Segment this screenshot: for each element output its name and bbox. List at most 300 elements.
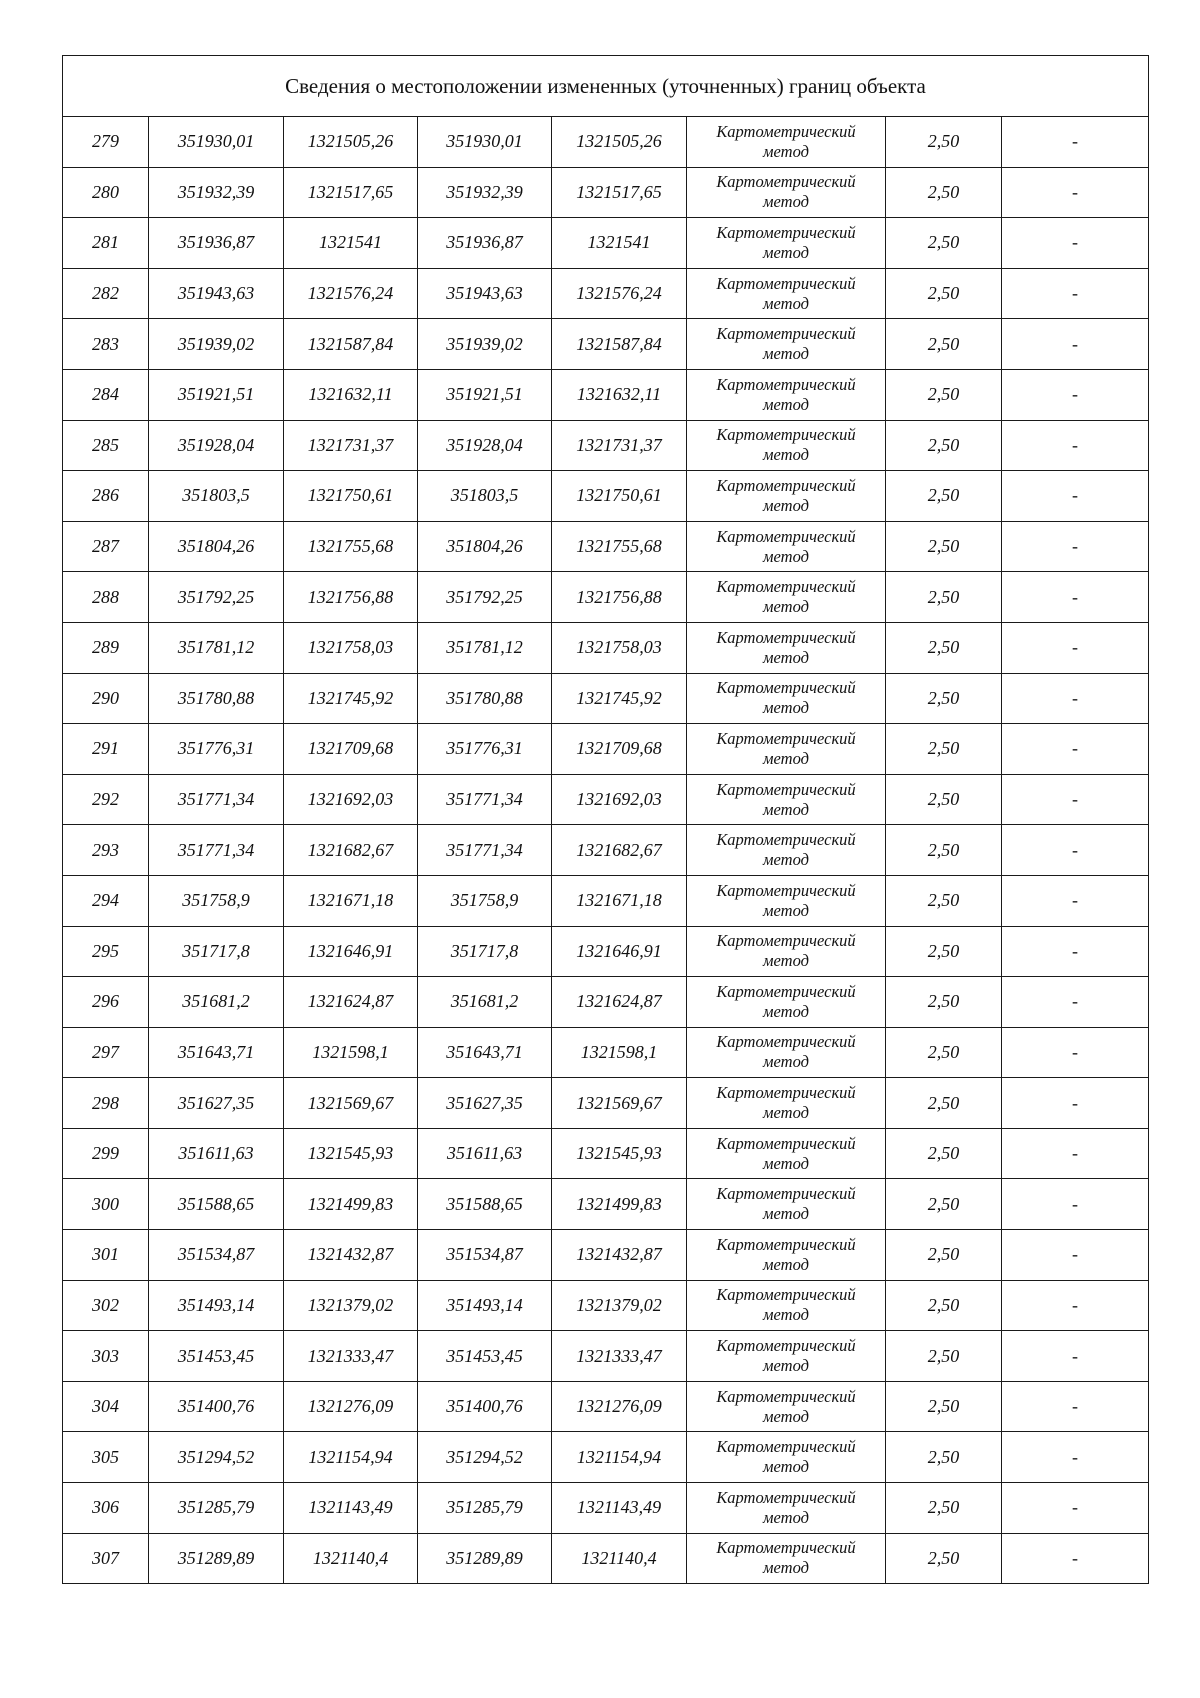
existing-x-cell: 351289,89 xyxy=(149,1533,284,1584)
table-row xyxy=(63,420,1149,471)
method-line: Картометрический xyxy=(716,374,856,394)
method-cell xyxy=(687,1533,886,1584)
method-line: метод xyxy=(763,698,809,718)
table-row xyxy=(63,471,1149,522)
method-cell xyxy=(687,724,886,775)
existing-x-cell: 351930,01 xyxy=(149,117,284,168)
existing-x-cell: 351928,04 xyxy=(149,420,284,471)
existing-x-cell: 351588,65 xyxy=(149,1179,284,1230)
accuracy-cell: 2,50 xyxy=(886,369,1002,420)
point-number-cell: 281 xyxy=(63,218,149,269)
method-line: метод xyxy=(763,1001,809,1021)
method-line: метод xyxy=(763,748,809,768)
table-row xyxy=(63,977,1149,1028)
note-cell: - xyxy=(1002,1179,1149,1230)
note-cell: - xyxy=(1002,1128,1149,1179)
accuracy-cell: 2,50 xyxy=(886,1230,1002,1281)
boundary-coordinates-table xyxy=(62,55,1149,1584)
method-line: Картометрический xyxy=(716,981,856,1001)
method-cell xyxy=(687,268,886,319)
point-number-cell: 300 xyxy=(63,1179,149,1230)
method-line: метод xyxy=(763,141,809,161)
existing-y-cell: 1321624,87 xyxy=(284,977,418,1028)
method-cell xyxy=(687,117,886,168)
refined-x-cell: 351803,5 xyxy=(418,471,552,522)
note-cell: - xyxy=(1002,369,1149,420)
note-cell: - xyxy=(1002,1280,1149,1331)
note-cell: - xyxy=(1002,167,1149,218)
existing-x-cell: 351534,87 xyxy=(149,1230,284,1281)
note-cell: - xyxy=(1002,977,1149,1028)
existing-y-cell: 1321682,67 xyxy=(284,825,418,876)
existing-x-cell: 351781,12 xyxy=(149,622,284,673)
existing-x-cell: 351400,76 xyxy=(149,1381,284,1432)
refined-x-cell: 351939,02 xyxy=(418,319,552,370)
refined-y-cell: 1321692,03 xyxy=(552,774,687,825)
refined-x-cell: 351780,88 xyxy=(418,673,552,724)
note-cell: - xyxy=(1002,218,1149,269)
point-number-cell: 301 xyxy=(63,1230,149,1281)
existing-x-cell: 351294,52 xyxy=(149,1432,284,1483)
existing-y-cell: 1321692,03 xyxy=(284,774,418,825)
method-line: Картометрический xyxy=(716,1234,856,1254)
point-number-cell: 299 xyxy=(63,1128,149,1179)
method-line: метод xyxy=(763,1153,809,1173)
point-number-cell: 280 xyxy=(63,167,149,218)
method-line: Картометрический xyxy=(716,779,856,799)
method-line: метод xyxy=(763,647,809,667)
refined-x-cell: 351453,45 xyxy=(418,1331,552,1382)
existing-x-cell: 351611,63 xyxy=(149,1128,284,1179)
method-cell xyxy=(687,471,886,522)
method-line: Картометрический xyxy=(716,324,856,344)
existing-x-cell: 351776,31 xyxy=(149,724,284,775)
refined-x-cell: 351932,39 xyxy=(418,167,552,218)
table-row xyxy=(63,521,1149,572)
existing-x-cell: 351921,51 xyxy=(149,369,284,420)
method-line: метод xyxy=(763,900,809,920)
existing-y-cell: 1321432,87 xyxy=(284,1230,418,1281)
method-line: метод xyxy=(763,1103,809,1123)
method-cell xyxy=(687,1179,886,1230)
existing-y-cell: 1321143,49 xyxy=(284,1483,418,1534)
table-row xyxy=(63,572,1149,623)
existing-y-cell: 1321499,83 xyxy=(284,1179,418,1230)
existing-x-cell: 351932,39 xyxy=(149,167,284,218)
existing-y-cell: 1321379,02 xyxy=(284,1280,418,1331)
note-cell: - xyxy=(1002,1533,1149,1584)
method-line: метод xyxy=(763,1254,809,1274)
point-number-cell: 296 xyxy=(63,977,149,1028)
refined-x-cell: 351681,2 xyxy=(418,977,552,1028)
refined-y-cell: 1321545,93 xyxy=(552,1128,687,1179)
point-number-cell: 292 xyxy=(63,774,149,825)
accuracy-cell: 2,50 xyxy=(886,977,1002,1028)
existing-x-cell: 351285,79 xyxy=(149,1483,284,1534)
refined-x-cell: 351771,34 xyxy=(418,774,552,825)
refined-y-cell: 1321541 xyxy=(552,218,687,269)
refined-x-cell: 351936,87 xyxy=(418,218,552,269)
method-cell xyxy=(687,369,886,420)
accuracy-cell: 2,50 xyxy=(886,926,1002,977)
note-cell: - xyxy=(1002,1078,1149,1129)
method-line: Картометрический xyxy=(716,880,856,900)
method-cell xyxy=(687,1331,886,1382)
point-number-cell: 307 xyxy=(63,1533,149,1584)
note-cell: - xyxy=(1002,875,1149,926)
refined-y-cell: 1321745,92 xyxy=(552,673,687,724)
existing-y-cell: 1321745,92 xyxy=(284,673,418,724)
existing-x-cell: 351627,35 xyxy=(149,1078,284,1129)
table-row xyxy=(63,622,1149,673)
accuracy-cell: 2,50 xyxy=(886,1381,1002,1432)
method-line: метод xyxy=(763,1052,809,1072)
existing-y-cell: 1321756,88 xyxy=(284,572,418,623)
accuracy-cell: 2,50 xyxy=(886,117,1002,168)
method-cell xyxy=(687,1128,886,1179)
accuracy-cell: 2,50 xyxy=(886,1533,1002,1584)
refined-x-cell: 351943,63 xyxy=(418,268,552,319)
method-line: метод xyxy=(763,1558,809,1578)
table-row xyxy=(63,1230,1149,1281)
document-page xyxy=(62,55,1148,1584)
method-line: Картометрический xyxy=(716,1083,856,1103)
accuracy-cell: 2,50 xyxy=(886,1483,1002,1534)
method-cell xyxy=(687,875,886,926)
method-cell xyxy=(687,774,886,825)
refined-x-cell: 351928,04 xyxy=(418,420,552,471)
existing-x-cell: 351943,63 xyxy=(149,268,284,319)
existing-x-cell: 351936,87 xyxy=(149,218,284,269)
accuracy-cell: 2,50 xyxy=(886,1128,1002,1179)
method-line: Картометрический xyxy=(716,830,856,850)
refined-x-cell: 351534,87 xyxy=(418,1230,552,1281)
method-line: Картометрический xyxy=(716,222,856,242)
table-row xyxy=(63,1381,1149,1432)
method-cell xyxy=(687,1432,886,1483)
note-cell: - xyxy=(1002,117,1149,168)
table-row xyxy=(63,117,1149,168)
existing-y-cell: 1321731,37 xyxy=(284,420,418,471)
method-line: метод xyxy=(763,1204,809,1224)
method-cell xyxy=(687,319,886,370)
method-cell xyxy=(687,673,886,724)
refined-y-cell: 1321154,94 xyxy=(552,1432,687,1483)
point-number-cell: 283 xyxy=(63,319,149,370)
point-number-cell: 298 xyxy=(63,1078,149,1129)
method-line: метод xyxy=(763,799,809,819)
table-row xyxy=(63,825,1149,876)
note-cell: - xyxy=(1002,319,1149,370)
method-line: метод xyxy=(763,344,809,364)
existing-y-cell: 1321154,94 xyxy=(284,1432,418,1483)
table-title: Сведения о местоположении измененных (уточненных) границ объекта xyxy=(63,56,1149,117)
method-cell xyxy=(687,167,886,218)
accuracy-cell: 2,50 xyxy=(886,572,1002,623)
point-number-cell: 293 xyxy=(63,825,149,876)
refined-x-cell: 351285,79 xyxy=(418,1483,552,1534)
existing-x-cell: 351643,71 xyxy=(149,1027,284,1078)
method-line: Картометрический xyxy=(716,1285,856,1305)
accuracy-cell: 2,50 xyxy=(886,1027,1002,1078)
method-cell xyxy=(687,218,886,269)
note-cell: - xyxy=(1002,825,1149,876)
accuracy-cell: 2,50 xyxy=(886,724,1002,775)
existing-x-cell: 351758,9 xyxy=(149,875,284,926)
note-cell: - xyxy=(1002,673,1149,724)
note-cell: - xyxy=(1002,420,1149,471)
refined-x-cell: 351611,63 xyxy=(418,1128,552,1179)
method-cell xyxy=(687,825,886,876)
table-row xyxy=(63,1179,1149,1230)
accuracy-cell: 2,50 xyxy=(886,1331,1002,1382)
refined-y-cell: 1321682,67 xyxy=(552,825,687,876)
method-line: Картометрический xyxy=(716,1336,856,1356)
accuracy-cell: 2,50 xyxy=(886,167,1002,218)
refined-x-cell: 351643,71 xyxy=(418,1027,552,1078)
method-line: Картометрический xyxy=(716,1386,856,1406)
refined-y-cell: 1321140,4 xyxy=(552,1533,687,1584)
method-cell xyxy=(687,622,886,673)
refined-y-cell: 1321598,1 xyxy=(552,1027,687,1078)
refined-x-cell: 351921,51 xyxy=(418,369,552,420)
accuracy-cell: 2,50 xyxy=(886,774,1002,825)
note-cell: - xyxy=(1002,724,1149,775)
accuracy-cell: 2,50 xyxy=(886,218,1002,269)
method-line: метод xyxy=(763,192,809,212)
note-cell: - xyxy=(1002,1483,1149,1534)
table-row xyxy=(63,926,1149,977)
point-number-cell: 289 xyxy=(63,622,149,673)
method-line: метод xyxy=(763,1406,809,1426)
method-line: Картометрический xyxy=(716,1184,856,1204)
table-body xyxy=(63,117,1149,1584)
note-cell: - xyxy=(1002,622,1149,673)
method-line: Картометрический xyxy=(716,425,856,445)
refined-y-cell: 1321756,88 xyxy=(552,572,687,623)
accuracy-cell: 2,50 xyxy=(886,825,1002,876)
method-cell xyxy=(687,521,886,572)
refined-x-cell: 351717,8 xyxy=(418,926,552,977)
method-cell xyxy=(687,1230,886,1281)
refined-y-cell: 1321569,67 xyxy=(552,1078,687,1129)
existing-x-cell: 351681,2 xyxy=(149,977,284,1028)
point-number-cell: 288 xyxy=(63,572,149,623)
point-number-cell: 284 xyxy=(63,369,149,420)
method-cell xyxy=(687,1280,886,1331)
method-line: метод xyxy=(763,597,809,617)
method-cell xyxy=(687,926,886,977)
point-number-cell: 287 xyxy=(63,521,149,572)
existing-y-cell: 1321576,24 xyxy=(284,268,418,319)
point-number-cell: 285 xyxy=(63,420,149,471)
table-row xyxy=(63,369,1149,420)
existing-x-cell: 351717,8 xyxy=(149,926,284,977)
existing-y-cell: 1321632,11 xyxy=(284,369,418,420)
point-number-cell: 303 xyxy=(63,1331,149,1382)
note-cell: - xyxy=(1002,1230,1149,1281)
method-cell xyxy=(687,1078,886,1129)
refined-x-cell: 351627,35 xyxy=(418,1078,552,1129)
table-row xyxy=(63,673,1149,724)
existing-y-cell: 1321646,91 xyxy=(284,926,418,977)
method-cell xyxy=(687,1027,886,1078)
existing-y-cell: 1321755,68 xyxy=(284,521,418,572)
table-row xyxy=(63,1128,1149,1179)
method-cell xyxy=(687,977,886,1028)
existing-y-cell: 1321541 xyxy=(284,218,418,269)
method-line: Картометрический xyxy=(716,475,856,495)
table-row xyxy=(63,1078,1149,1129)
method-line: метод xyxy=(763,546,809,566)
method-cell xyxy=(687,1483,886,1534)
method-cell xyxy=(687,1381,886,1432)
refined-x-cell: 351792,25 xyxy=(418,572,552,623)
point-number-cell: 294 xyxy=(63,875,149,926)
method-cell xyxy=(687,572,886,623)
note-cell: - xyxy=(1002,1331,1149,1382)
method-line: метод xyxy=(763,394,809,414)
existing-y-cell: 1321276,09 xyxy=(284,1381,418,1432)
accuracy-cell: 2,50 xyxy=(886,622,1002,673)
point-number-cell: 286 xyxy=(63,471,149,522)
note-cell: - xyxy=(1002,268,1149,319)
refined-x-cell: 351781,12 xyxy=(418,622,552,673)
method-line: Картометрический xyxy=(716,1487,856,1507)
existing-x-cell: 351780,88 xyxy=(149,673,284,724)
refined-y-cell: 1321379,02 xyxy=(552,1280,687,1331)
point-number-cell: 305 xyxy=(63,1432,149,1483)
point-number-cell: 279 xyxy=(63,117,149,168)
method-line: Картометрический xyxy=(716,121,856,141)
refined-y-cell: 1321709,68 xyxy=(552,724,687,775)
method-cell xyxy=(687,420,886,471)
accuracy-cell: 2,50 xyxy=(886,673,1002,724)
method-line: метод xyxy=(763,1356,809,1376)
table-row xyxy=(63,268,1149,319)
refined-y-cell: 1321632,11 xyxy=(552,369,687,420)
existing-y-cell: 1321140,4 xyxy=(284,1533,418,1584)
method-line: метод xyxy=(763,445,809,465)
existing-y-cell: 1321505,26 xyxy=(284,117,418,168)
note-cell: - xyxy=(1002,926,1149,977)
table-row xyxy=(63,724,1149,775)
existing-y-cell: 1321587,84 xyxy=(284,319,418,370)
accuracy-cell: 2,50 xyxy=(886,1179,1002,1230)
refined-y-cell: 1321758,03 xyxy=(552,622,687,673)
refined-x-cell: 351776,31 xyxy=(418,724,552,775)
table-row xyxy=(63,1331,1149,1382)
existing-y-cell: 1321517,65 xyxy=(284,167,418,218)
note-cell: - xyxy=(1002,471,1149,522)
refined-y-cell: 1321587,84 xyxy=(552,319,687,370)
point-number-cell: 302 xyxy=(63,1280,149,1331)
table-row xyxy=(63,319,1149,370)
table-row xyxy=(63,1483,1149,1534)
refined-x-cell: 351758,9 xyxy=(418,875,552,926)
refined-y-cell: 1321499,83 xyxy=(552,1179,687,1230)
existing-x-cell: 351493,14 xyxy=(149,1280,284,1331)
existing-y-cell: 1321758,03 xyxy=(284,622,418,673)
accuracy-cell: 2,50 xyxy=(886,875,1002,926)
note-cell: - xyxy=(1002,572,1149,623)
existing-y-cell: 1321545,93 xyxy=(284,1128,418,1179)
method-line: метод xyxy=(763,850,809,870)
method-line: метод xyxy=(763,951,809,971)
refined-x-cell: 351804,26 xyxy=(418,521,552,572)
accuracy-cell: 2,50 xyxy=(886,521,1002,572)
refined-y-cell: 1321276,09 xyxy=(552,1381,687,1432)
accuracy-cell: 2,50 xyxy=(886,1280,1002,1331)
method-line: Картометрический xyxy=(716,627,856,647)
existing-x-cell: 351939,02 xyxy=(149,319,284,370)
method-line: метод xyxy=(763,495,809,515)
method-line: Картометрический xyxy=(716,728,856,748)
method-line: Картометрический xyxy=(716,1437,856,1457)
refined-x-cell: 351289,89 xyxy=(418,1533,552,1584)
table-row xyxy=(63,774,1149,825)
method-line: Картометрический xyxy=(716,1133,856,1153)
method-line: метод xyxy=(763,1457,809,1477)
refined-y-cell: 1321646,91 xyxy=(552,926,687,977)
existing-y-cell: 1321709,68 xyxy=(284,724,418,775)
accuracy-cell: 2,50 xyxy=(886,1432,1002,1483)
point-number-cell: 295 xyxy=(63,926,149,977)
table-row xyxy=(63,218,1149,269)
refined-x-cell: 351493,14 xyxy=(418,1280,552,1331)
method-line: Картометрический xyxy=(716,172,856,192)
refined-y-cell: 1321750,61 xyxy=(552,471,687,522)
refined-y-cell: 1321143,49 xyxy=(552,1483,687,1534)
method-line: Картометрический xyxy=(716,931,856,951)
point-number-cell: 290 xyxy=(63,673,149,724)
refined-y-cell: 1321624,87 xyxy=(552,977,687,1028)
accuracy-cell: 2,50 xyxy=(886,420,1002,471)
method-line: Картометрический xyxy=(716,273,856,293)
existing-y-cell: 1321671,18 xyxy=(284,875,418,926)
note-cell: - xyxy=(1002,774,1149,825)
refined-y-cell: 1321517,65 xyxy=(552,167,687,218)
method-line: Картометрический xyxy=(716,678,856,698)
existing-y-cell: 1321750,61 xyxy=(284,471,418,522)
table-row xyxy=(63,875,1149,926)
refined-y-cell: 1321432,87 xyxy=(552,1230,687,1281)
method-line: Картометрический xyxy=(716,1538,856,1558)
note-cell: - xyxy=(1002,1381,1149,1432)
existing-x-cell: 351771,34 xyxy=(149,825,284,876)
refined-y-cell: 1321333,47 xyxy=(552,1331,687,1382)
method-line: метод xyxy=(763,242,809,262)
point-number-cell: 304 xyxy=(63,1381,149,1432)
refined-x-cell: 351588,65 xyxy=(418,1179,552,1230)
table-row xyxy=(63,1533,1149,1584)
existing-x-cell: 351792,25 xyxy=(149,572,284,623)
table-row xyxy=(63,167,1149,218)
existing-x-cell: 351771,34 xyxy=(149,774,284,825)
method-line: Картометрический xyxy=(716,1032,856,1052)
accuracy-cell: 2,50 xyxy=(886,268,1002,319)
point-number-cell: 282 xyxy=(63,268,149,319)
refined-y-cell: 1321731,37 xyxy=(552,420,687,471)
refined-y-cell: 1321576,24 xyxy=(552,268,687,319)
table-row xyxy=(63,1432,1149,1483)
point-number-cell: 297 xyxy=(63,1027,149,1078)
method-line: Картометрический xyxy=(716,526,856,546)
method-line: метод xyxy=(763,1507,809,1527)
existing-y-cell: 1321569,67 xyxy=(284,1078,418,1129)
refined-y-cell: 1321671,18 xyxy=(552,875,687,926)
accuracy-cell: 2,50 xyxy=(886,471,1002,522)
